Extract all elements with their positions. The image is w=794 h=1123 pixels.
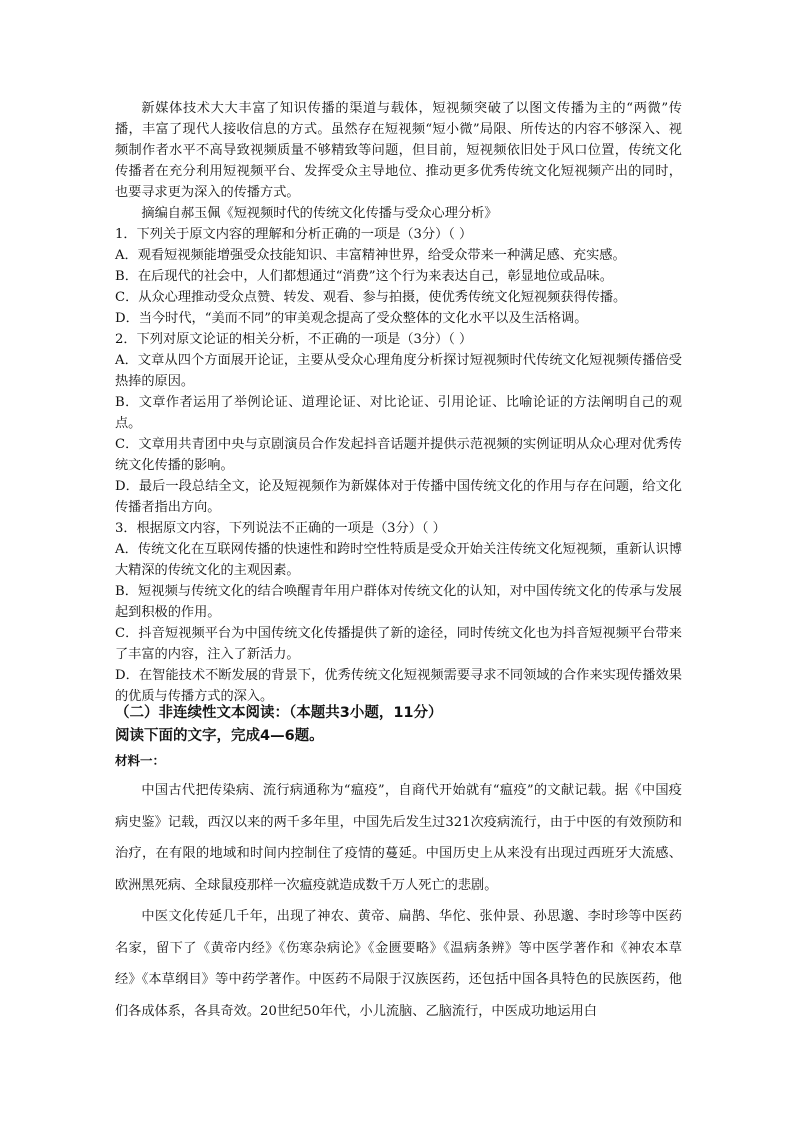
passage-source: 摘编自郝玉佩《短视频时代的传统文化传播与受众心理分析》 <box>141 206 498 221</box>
section-2-instruction: 阅读下面的文字，完成4—6题。 <box>115 728 324 744</box>
question-1-option-c: C．从众心理推动受众点赞、转发、观看、参与拍摄，使优秀传统文化短视频获得传播。 <box>115 290 627 305</box>
question-2-option-c: C．文章用共青团中央与京剧演员合作发起抖音话题并提供示范视频的实例证明从众心理对优秀传统文化传播的影响。 <box>115 437 682 473</box>
question-1-option-a: A．观看短视频能增强受众技能知识、丰富精神世界，给受众带来一种满足感、充实感。 <box>115 248 626 263</box>
question-3-option-d: D．在智能技术不断发展的背景下，优秀传统文化短视频需要寻求不同领域的合作来实现传播效果的优质与传播方式的深入。 <box>115 668 682 704</box>
question-2-option-b: B．文章作者运用了举例论证、道理论证、对比论证、引用论证、比喻论证的方法阐明自己的观点。 <box>115 395 682 431</box>
question-3-option-b: B．短视频与传统文化的结合唤醒青年用户群体对传统文化的认知，对中国传统文化的传承与发展起到积极的作用。 <box>115 584 682 620</box>
question-3-stem: 3．根据原文内容，下列说法不正确的一项是（3分）（ ） <box>115 521 446 536</box>
questions-block <box>115 224 682 707</box>
material-paragraph-1: 中国古代把传染病、流行病通称为“瘟疫”，自商代开始就有“瘟疫”的文献记载。据《中国疫病史鉴》记载，西汉以来的两千多年里，中国先后发生过321次疫病流行，由于中医的有效预防和治疗，在有限的地域和时间内控制住了疫情的蔓延。中国历史上从来没有出现过西班牙大流感、欧洲黑死病、全球鼠疫那样一次瘟疫就造成数千万人死亡的悲剧。 <box>115 783 682 893</box>
question-2-stem: 2．下列对原文论证的相关分析，不正确的一项是（3分）（ ） <box>115 332 473 347</box>
passage-end-paragraph: 新媒体技术大大丰富了知识传播的渠道与载体，短视频突破了以图文传播为主的“两微”传播，丰富了现代人接收信息的方式。虽然存在短视频“短小微”局限、所传达的内容不够深入、视频制作者水平不高导致视频质量不够精致等问题，但目前，短视频依旧处于风口位置，传统文化传播者在充分利用短视频平台、发挥受众主导地位、推动更多优秀传统文化短视频产出的同时，也要寻求更为深入的传播方式。 <box>115 101 682 200</box>
section-2-heading: （二）非连续性文本阅读：（本题共3小题，11分） <box>115 705 443 721</box>
question-3-option-c: C．抖音短视频平台为中国传统文化传播提供了新的途径，同时传统文化也为抖音短视频平台带来了丰富的内容，注入了新活力。 <box>115 626 682 662</box>
material-paragraph-2: 中医文化传延几千年，出现了神农、黄帝、扁鹊、华佗、张仲景、孙思邈、李时珍等中医药名家，留下了《黄帝内经》《伤寒杂病论》《金匮要略》《温病条辨》等中医学著作和《神农本草经》《本草纲目》等中药学著作。中医药不局限于汉族医药，还包括中国各具特色的民族医药，他们各成体系，各具奇效。20世纪50年代，小儿流脑、乙脑流行，中医成功地运用白 <box>115 909 682 1019</box>
passage-end-block <box>115 98 682 224</box>
question-3-option-a: A．传统文化在互联网传播的快速性和跨时空性特质是受众开始关注传统文化短视频，重新认识博大精深的传统文化的主观因素。 <box>115 542 682 578</box>
question-2-option-d: D．最后一段总结全文，论及短视频作为新媒体对于传播中国传统文化的作用与存在问题，给文化传播者指出方向。 <box>115 479 682 515</box>
material-body <box>115 775 682 1027</box>
question-1-option-d: D．当今时代，“美而不同”的审美观念提高了受众整体的文化水平以及生活格调。 <box>115 311 588 326</box>
question-1-stem: 1．下列关于原文内容的理解和分析正确的一项是（3分）（ ） <box>115 227 473 242</box>
material-label: 材料一： <box>115 753 166 768</box>
question-1-option-b: B．在后现代的社会中，人们都想通过“消费”这个行为来表达自己，彰显地位或品味。 <box>115 269 613 284</box>
question-2-option-a: A．文章从四个方面展开论证，主要从受众心理角度分析探讨短视频时代传统文化短视频传播倍受热捧的原因。 <box>115 353 682 389</box>
